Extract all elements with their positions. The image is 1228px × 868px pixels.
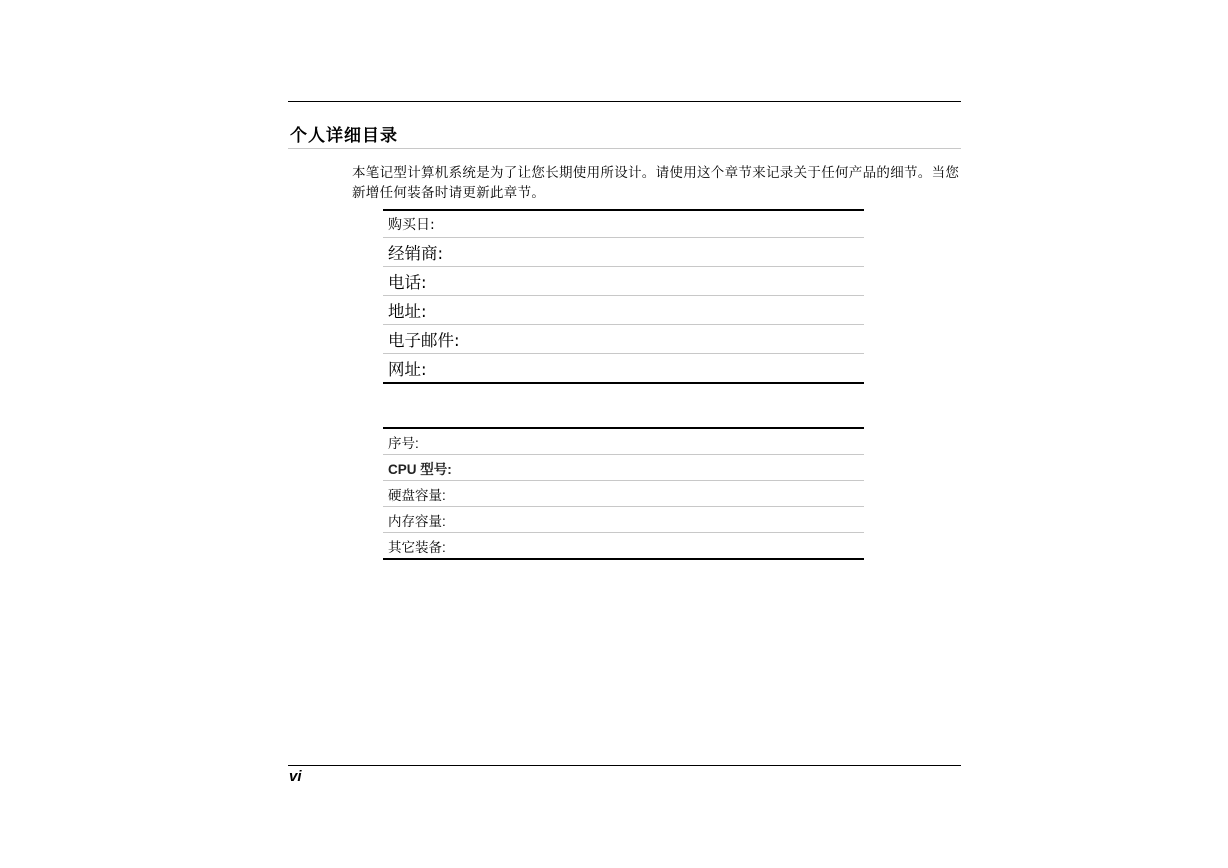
table-row (383, 325, 864, 354)
intro-paragraph: 本笔记型计算机系统是为了让您长期使用所设计。请使用这个章节来记录关于任何产品的细节。当您新增任何装备时请更新此章节。 (352, 165, 960, 201)
table-row (383, 481, 864, 507)
table-row (383, 455, 864, 481)
field-label-serial-number: 序号: (383, 428, 864, 455)
section-title: 个人详细目录 (290, 126, 398, 146)
table-row (383, 267, 864, 296)
field-label-dealer: 经销商: (383, 238, 864, 267)
field-label-phone: 电话: (383, 267, 864, 296)
table-row (383, 354, 864, 384)
field-label-other-equipment: 其它装备: (388, 539, 446, 555)
table-row (383, 210, 864, 238)
footer-rule (288, 765, 961, 766)
table-row (383, 533, 864, 560)
title-divider (288, 148, 961, 149)
table-row (383, 507, 864, 533)
header-rule (288, 101, 961, 102)
field-label-hdd-capacity: 硬盘容量: (383, 481, 864, 507)
field-label-address: 地址: (383, 296, 864, 325)
field-label-cpu-model: CPU 型号: (383, 455, 864, 481)
table-row (383, 296, 864, 325)
field-label-website: 网址: (388, 360, 427, 379)
field-label-purchase-date: 购买日: (383, 210, 864, 238)
system-record-table (383, 427, 864, 560)
field-label-email: 电子邮件: (383, 325, 864, 354)
table-row (383, 238, 864, 267)
page-number: vi (289, 768, 302, 785)
purchase-record-table (383, 209, 864, 384)
table-row (383, 428, 864, 455)
field-label-memory-capacity: 内存容量: (383, 507, 864, 533)
